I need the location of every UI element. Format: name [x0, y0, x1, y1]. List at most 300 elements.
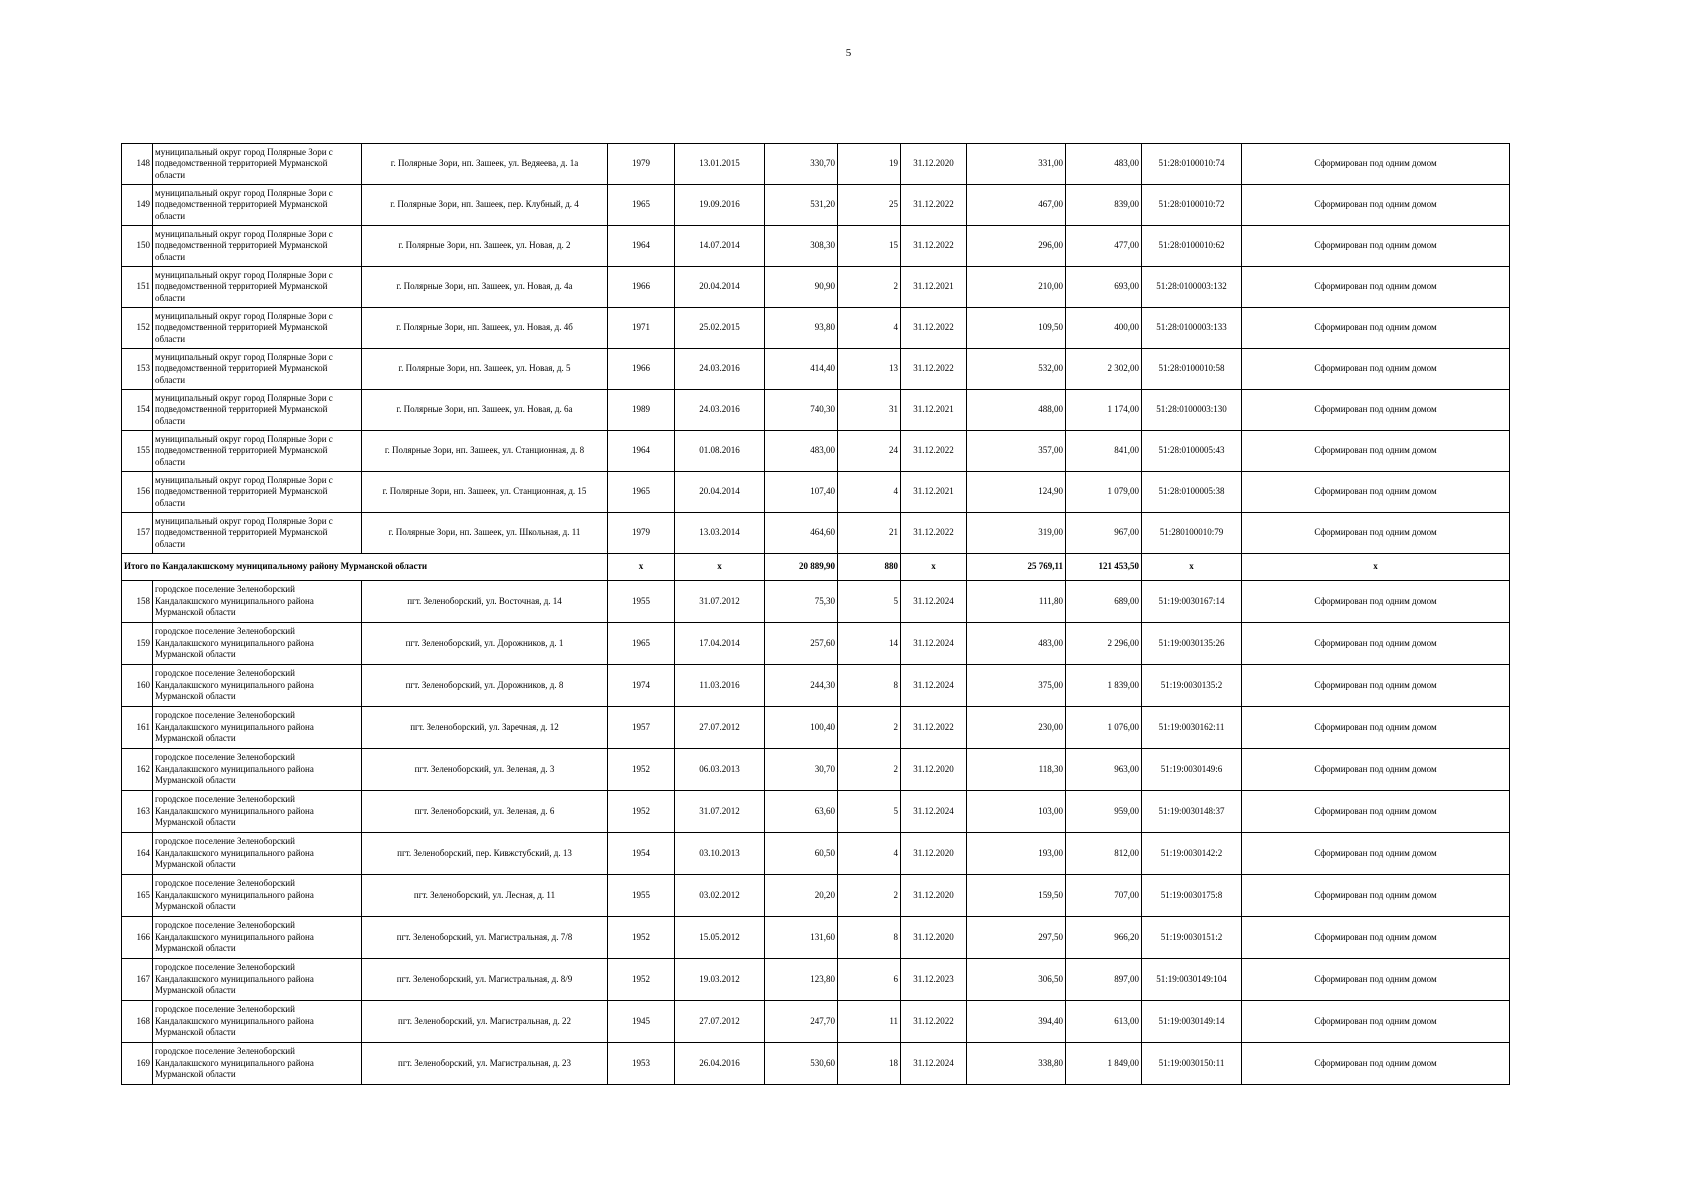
address-cell: г. Полярные Зори, нп. Зашеек, пер. Клубный, д. 4 — [362, 185, 608, 226]
area2-cell: 118,30 — [967, 749, 1066, 791]
cadastral-number-cell: 51:28:0100003:130 — [1142, 390, 1242, 431]
note-cell: Сформирован под одним домом — [1242, 1001, 1510, 1043]
cadastral-number-cell: 51:28:0100005:43 — [1142, 431, 1242, 472]
residents-cell: 8 — [838, 665, 901, 707]
municipality-cell: городское поселение Зеленоборский Кандалакшского муниципального района Мурманской области — [153, 1001, 362, 1043]
date-cell: 27.07.2012 — [675, 707, 765, 749]
address-cell: г. Полярные Зори, нп. Зашеек, ул. Новая, д. 6а — [362, 390, 608, 431]
deadline-cell: 31.12.2024 — [901, 581, 967, 623]
deadline-cell: 31.12.2020 — [901, 917, 967, 959]
residents-cell: 13 — [838, 349, 901, 390]
area2-cell: 109,50 — [967, 308, 1066, 349]
cadastral-number-cell: 51:28:0100010:74 — [1142, 144, 1242, 185]
address-cell: пгт. Зеленоборский, ул. Магистральная, д. 8/9 — [362, 959, 608, 1001]
year-cell: 1952 — [608, 917, 675, 959]
residents-cell: 24 — [838, 431, 901, 472]
date-cell: 13.01.2015 — [675, 144, 765, 185]
date-cell: 20.04.2014 — [675, 267, 765, 308]
year-cell: 1957 — [608, 707, 675, 749]
area-cell: 107,40 — [765, 472, 838, 513]
row-number: 150 — [122, 226, 153, 267]
housing-registry-table — [121, 143, 1510, 1085]
row-number: 148 — [122, 144, 153, 185]
subtotal-row — [122, 554, 1510, 581]
table-row — [122, 1001, 1510, 1043]
note-cell: Сформирован под одним домом — [1242, 390, 1510, 431]
row-number: 165 — [122, 875, 153, 917]
cadastral-number-cell: 51:19:0030142:2 — [1142, 833, 1242, 875]
deadline-cell: 31.12.2024 — [901, 665, 967, 707]
address-cell: пгт. Зеленоборский, ул. Дорожников, д. 8 — [362, 665, 608, 707]
row-number: 155 — [122, 431, 153, 472]
area-cell: 63,60 — [765, 791, 838, 833]
deadline-cell: 31.12.2020 — [901, 749, 967, 791]
year-cell: 1964 — [608, 226, 675, 267]
land-area-cell: 897,00 — [1066, 959, 1142, 1001]
address-cell: пгт. Зеленоборский, ул. Магистральная, д. 22 — [362, 1001, 608, 1043]
subtotal-land: 121 453,50 — [1066, 554, 1142, 581]
table-row — [122, 431, 1510, 472]
address-cell: г. Полярные Зори, нп. Зашеек, ул. Новая, д. 2 — [362, 226, 608, 267]
year-cell: 1952 — [608, 959, 675, 1001]
land-area-cell: 839,00 — [1066, 185, 1142, 226]
residents-cell: 2 — [838, 875, 901, 917]
municipality-cell: городское поселение Зеленоборский Кандалакшского муниципального района Мурманской области — [153, 875, 362, 917]
cadastral-number-cell: 51:28:0100010:62 — [1142, 226, 1242, 267]
land-area-cell: 963,00 — [1066, 749, 1142, 791]
cadastral-number-cell: 51:19:0030150:11 — [1142, 1043, 1242, 1085]
area-cell: 531,20 — [765, 185, 838, 226]
area-cell: 464,60 — [765, 513, 838, 554]
residents-cell: 15 — [838, 226, 901, 267]
land-area-cell: 967,00 — [1066, 513, 1142, 554]
deadline-cell: 31.12.2021 — [901, 472, 967, 513]
row-number: 163 — [122, 791, 153, 833]
date-cell: 19.09.2016 — [675, 185, 765, 226]
cadastral-number-cell: 51:19:0030167:14 — [1142, 581, 1242, 623]
land-area-cell: 400,00 — [1066, 308, 1142, 349]
address-cell: пгт. Зеленоборский, ул. Заречная, д. 12 — [362, 707, 608, 749]
date-cell: 17.04.2014 — [675, 623, 765, 665]
municipality-cell: городское поселение Зеленоборский Кандалакшского муниципального района Мурманской области — [153, 749, 362, 791]
address-cell: пгт. Зеленоборский, ул. Зеленая, д. 6 — [362, 791, 608, 833]
row-number: 159 — [122, 623, 153, 665]
residents-cell: 14 — [838, 623, 901, 665]
deadline-cell: 31.12.2024 — [901, 1043, 967, 1085]
land-area-cell: 1 079,00 — [1066, 472, 1142, 513]
note-cell: Сформирован под одним домом — [1242, 581, 1510, 623]
note-cell: Сформирован под одним домом — [1242, 623, 1510, 665]
address-cell: пгт. Зеленоборский, ул. Лесная, д. 11 — [362, 875, 608, 917]
note-cell: Сформирован под одним домом — [1242, 833, 1510, 875]
date-cell: 13.03.2014 — [675, 513, 765, 554]
municipality-cell: городское поселение Зеленоборский Кандалакшского муниципального района Мурманской области — [153, 959, 362, 1001]
cadastral-number-cell: 51:28:0100003:132 — [1142, 267, 1242, 308]
municipality-cell: муниципальный округ город Полярные Зори с подведомственной территорией Мурманской области — [153, 513, 362, 554]
area-cell: 308,30 — [765, 226, 838, 267]
table-row — [122, 791, 1510, 833]
note-cell: Сформирован под одним домом — [1242, 431, 1510, 472]
area-cell: 60,50 — [765, 833, 838, 875]
row-number: 167 — [122, 959, 153, 1001]
note-cell: Сформирован под одним домом — [1242, 267, 1510, 308]
note-cell: Сформирован под одним домом — [1242, 513, 1510, 554]
cadastral-number-cell: 51:19:0030135:26 — [1142, 623, 1242, 665]
address-cell: пгт. Зеленоборский, ул. Восточная, д. 14 — [362, 581, 608, 623]
subtotal-cadastral: x — [1142, 554, 1242, 581]
table-row — [122, 959, 1510, 1001]
land-area-cell: 841,00 — [1066, 431, 1142, 472]
land-area-cell: 483,00 — [1066, 144, 1142, 185]
table-row — [122, 308, 1510, 349]
area2-cell: 483,00 — [967, 623, 1066, 665]
area2-cell: 111,80 — [967, 581, 1066, 623]
table-row — [122, 665, 1510, 707]
residents-cell: 25 — [838, 185, 901, 226]
subtotal-year: x — [608, 554, 675, 581]
residents-cell: 2 — [838, 267, 901, 308]
table-row — [122, 390, 1510, 431]
year-cell: 1953 — [608, 1043, 675, 1085]
row-number: 162 — [122, 749, 153, 791]
date-cell: 06.03.2013 — [675, 749, 765, 791]
page-number: 5 — [845, 47, 852, 59]
row-number: 160 — [122, 665, 153, 707]
note-cell: Сформирован под одним домом — [1242, 917, 1510, 959]
municipality-cell: муниципальный округ город Полярные Зори с подведомственной территорией Мурманской области — [153, 349, 362, 390]
row-number: 156 — [122, 472, 153, 513]
land-area-cell: 693,00 — [1066, 267, 1142, 308]
area2-cell: 193,00 — [967, 833, 1066, 875]
table-body-group-1 — [122, 144, 1510, 554]
residents-cell: 5 — [838, 581, 901, 623]
municipality-cell: городское поселение Зеленоборский Кандалакшского муниципального района Мурманской области — [153, 1043, 362, 1085]
subtotal-date: x — [675, 554, 765, 581]
note-cell: Сформирован под одним домом — [1242, 791, 1510, 833]
date-cell: 31.07.2012 — [675, 791, 765, 833]
municipality-cell: муниципальный округ город Полярные Зори с подведомственной территорией Мурманской области — [153, 267, 362, 308]
area-cell: 93,80 — [765, 308, 838, 349]
deadline-cell: 31.12.2021 — [901, 267, 967, 308]
year-cell: 1954 — [608, 833, 675, 875]
year-cell: 1974 — [608, 665, 675, 707]
cadastral-number-cell: 51:28:0100010:58 — [1142, 349, 1242, 390]
row-number: 164 — [122, 833, 153, 875]
area2-cell: 296,00 — [967, 226, 1066, 267]
year-cell: 1955 — [608, 875, 675, 917]
date-cell: 11.03.2016 — [675, 665, 765, 707]
municipality-cell: муниципальный округ город Полярные Зори с подведомственной территорией Мурманской области — [153, 185, 362, 226]
land-area-cell: 2 296,00 — [1066, 623, 1142, 665]
year-cell: 1966 — [608, 267, 675, 308]
deadline-cell: 31.12.2022 — [901, 513, 967, 554]
subtotal-deadline: x — [901, 554, 967, 581]
date-cell: 24.03.2016 — [675, 390, 765, 431]
table-row — [122, 875, 1510, 917]
date-cell: 27.07.2012 — [675, 1001, 765, 1043]
area2-cell: 230,00 — [967, 707, 1066, 749]
address-cell: пгт. Зеленоборский, пер. Кивжстубский, д. 13 — [362, 833, 608, 875]
row-number: 158 — [122, 581, 153, 623]
row-number: 157 — [122, 513, 153, 554]
row-number: 154 — [122, 390, 153, 431]
address-cell: пгт. Зеленоборский, ул. Магистральная, д. 7/8 — [362, 917, 608, 959]
residents-cell: 2 — [838, 749, 901, 791]
address-cell: пгт. Зеленоборский, ул. Зеленая, д. 3 — [362, 749, 608, 791]
land-area-cell: 613,00 — [1066, 1001, 1142, 1043]
year-cell: 1952 — [608, 749, 675, 791]
area2-cell: 532,00 — [967, 349, 1066, 390]
subtotal-residents: 880 — [838, 554, 901, 581]
deadline-cell: 31.12.2022 — [901, 349, 967, 390]
subtotal-area2: 25 769,11 — [967, 554, 1066, 581]
table-body-subtotal — [122, 554, 1510, 581]
area2-cell: 394,40 — [967, 1001, 1066, 1043]
area2-cell: 467,00 — [967, 185, 1066, 226]
year-cell: 1945 — [608, 1001, 675, 1043]
deadline-cell: 31.12.2022 — [901, 431, 967, 472]
residents-cell: 19 — [838, 144, 901, 185]
residents-cell: 4 — [838, 833, 901, 875]
year-cell: 1965 — [608, 185, 675, 226]
table-row — [122, 185, 1510, 226]
table-row — [122, 472, 1510, 513]
residents-cell: 11 — [838, 1001, 901, 1043]
table-row — [122, 581, 1510, 623]
cadastral-number-cell: 51:280100010:79 — [1142, 513, 1242, 554]
subtotal-note: x — [1242, 554, 1510, 581]
deadline-cell: 31.12.2022 — [901, 308, 967, 349]
cadastral-number-cell: 51:28:0100003:133 — [1142, 308, 1242, 349]
address-cell: г. Полярные Зори, нп. Зашеек, ул. Новая, д. 4б — [362, 308, 608, 349]
area2-cell: 375,00 — [967, 665, 1066, 707]
year-cell: 1964 — [608, 431, 675, 472]
note-cell: Сформирован под одним домом — [1242, 875, 1510, 917]
municipality-cell: муниципальный округ город Полярные Зори с подведомственной территорией Мурманской области — [153, 472, 362, 513]
municipality-cell: городское поселение Зеленоборский Кандалакшского муниципального района Мурманской области — [153, 791, 362, 833]
deadline-cell: 31.12.2020 — [901, 144, 967, 185]
residents-cell: 6 — [838, 959, 901, 1001]
table-row — [122, 833, 1510, 875]
table-row — [122, 349, 1510, 390]
note-cell: Сформирован под одним домом — [1242, 349, 1510, 390]
municipality-cell: муниципальный округ город Полярные Зори с подведомственной территорией Мурманской области — [153, 144, 362, 185]
note-cell: Сформирован под одним домом — [1242, 1043, 1510, 1085]
area2-cell: 297,50 — [967, 917, 1066, 959]
date-cell: 31.07.2012 — [675, 581, 765, 623]
land-area-cell: 1 849,00 — [1066, 1043, 1142, 1085]
table-body-group-2 — [122, 581, 1510, 1085]
cadastral-number-cell: 51:19:0030151:2 — [1142, 917, 1242, 959]
row-number: 151 — [122, 267, 153, 308]
cadastral-number-cell: 51:19:0030175:8 — [1142, 875, 1242, 917]
municipality-cell: муниципальный округ город Полярные Зори с подведомственной территорией Мурманской области — [153, 390, 362, 431]
date-cell: 03.02.2012 — [675, 875, 765, 917]
land-area-cell: 689,00 — [1066, 581, 1142, 623]
area2-cell: 159,50 — [967, 875, 1066, 917]
note-cell: Сформирован под одним домом — [1242, 472, 1510, 513]
residents-cell: 18 — [838, 1043, 901, 1085]
table-row — [122, 513, 1510, 554]
cadastral-number-cell: 51:19:0030149:14 — [1142, 1001, 1242, 1043]
municipality-cell: городское поселение Зеленоборский Кандалакшского муниципального района Мурманской области — [153, 665, 362, 707]
table-row — [122, 226, 1510, 267]
deadline-cell: 31.12.2024 — [901, 623, 967, 665]
row-number: 169 — [122, 1043, 153, 1085]
area-cell: 257,60 — [765, 623, 838, 665]
land-area-cell: 707,00 — [1066, 875, 1142, 917]
cadastral-number-cell: 51:19:0030149:104 — [1142, 959, 1242, 1001]
cadastral-number-cell: 51:28:0100005:38 — [1142, 472, 1242, 513]
area-cell: 483,00 — [765, 431, 838, 472]
area-cell: 75,30 — [765, 581, 838, 623]
deadline-cell: 31.12.2021 — [901, 390, 967, 431]
area-cell: 20,20 — [765, 875, 838, 917]
land-area-cell: 1 839,00 — [1066, 665, 1142, 707]
year-cell: 1952 — [608, 791, 675, 833]
table-row — [122, 623, 1510, 665]
cadastral-number-cell: 51:19:0030149:6 — [1142, 749, 1242, 791]
deadline-cell: 31.12.2022 — [901, 185, 967, 226]
subtotal-area: 20 889,90 — [765, 554, 838, 581]
year-cell: 1979 — [608, 513, 675, 554]
cadastral-number-cell: 51:19:0030162:11 — [1142, 707, 1242, 749]
note-cell: Сформирован под одним домом — [1242, 959, 1510, 1001]
land-area-cell: 1 076,00 — [1066, 707, 1142, 749]
area2-cell: 103,00 — [967, 791, 1066, 833]
address-cell: г. Полярные Зори, нп. Зашеек, ул. Ведяеева, д. 1а — [362, 144, 608, 185]
date-cell: 19.03.2012 — [675, 959, 765, 1001]
row-number: 152 — [122, 308, 153, 349]
note-cell: Сформирован под одним домом — [1242, 185, 1510, 226]
area-cell: 530,60 — [765, 1043, 838, 1085]
table-row — [122, 917, 1510, 959]
table-row — [122, 267, 1510, 308]
note-cell: Сформирован под одним домом — [1242, 144, 1510, 185]
date-cell: 15.05.2012 — [675, 917, 765, 959]
year-cell: 1965 — [608, 472, 675, 513]
row-number: 166 — [122, 917, 153, 959]
area-cell: 131,60 — [765, 917, 838, 959]
land-area-cell: 959,00 — [1066, 791, 1142, 833]
year-cell: 1989 — [608, 390, 675, 431]
area-cell: 123,80 — [765, 959, 838, 1001]
date-cell: 01.08.2016 — [675, 431, 765, 472]
date-cell: 26.04.2016 — [675, 1043, 765, 1085]
area2-cell: 331,00 — [967, 144, 1066, 185]
note-cell: Сформирован под одним домом — [1242, 749, 1510, 791]
land-area-cell: 2 302,00 — [1066, 349, 1142, 390]
deadline-cell: 31.12.2020 — [901, 875, 967, 917]
area2-cell: 306,50 — [967, 959, 1066, 1001]
area-cell: 414,40 — [765, 349, 838, 390]
note-cell: Сформирован под одним домом — [1242, 665, 1510, 707]
area-cell: 30,70 — [765, 749, 838, 791]
residents-cell: 8 — [838, 917, 901, 959]
deadline-cell: 31.12.2022 — [901, 226, 967, 267]
municipality-cell: муниципальный округ город Полярные Зори с подведомственной территорией Мурманской области — [153, 308, 362, 349]
deadline-cell: 31.12.2020 — [901, 833, 967, 875]
area2-cell: 488,00 — [967, 390, 1066, 431]
cadastral-number-cell: 51:19:0030148:37 — [1142, 791, 1242, 833]
address-cell: г. Полярные Зори, нп. Зашеек, ул. Новая, д. 5 — [362, 349, 608, 390]
municipality-cell: городское поселение Зеленоборский Кандалакшского муниципального района Мурманской области — [153, 623, 362, 665]
land-area-cell: 812,00 — [1066, 833, 1142, 875]
row-number: 161 — [122, 707, 153, 749]
municipality-cell: городское поселение Зеленоборский Кандалакшского муниципального района Мурманской области — [153, 917, 362, 959]
area-cell: 244,30 — [765, 665, 838, 707]
area-cell: 100,40 — [765, 707, 838, 749]
area-cell: 247,70 — [765, 1001, 838, 1043]
address-cell: г. Полярные Зори, нп. Зашеек, ул. Станционная, д. 15 — [362, 472, 608, 513]
deadline-cell: 31.12.2023 — [901, 959, 967, 1001]
area2-cell: 210,00 — [967, 267, 1066, 308]
municipality-cell: городское поселение Зеленоборский Кандалакшского муниципального района Мурманской области — [153, 581, 362, 623]
land-area-cell: 1 174,00 — [1066, 390, 1142, 431]
table-row — [122, 1043, 1510, 1085]
area2-cell: 124,90 — [967, 472, 1066, 513]
residents-cell: 4 — [838, 308, 901, 349]
address-cell: г. Полярные Зори, нп. Зашеек, ул. Школьная, д. 11 — [362, 513, 608, 554]
year-cell: 1955 — [608, 581, 675, 623]
residents-cell: 31 — [838, 390, 901, 431]
municipality-cell: муниципальный округ город Полярные Зори с подведомственной территорией Мурманской области — [153, 226, 362, 267]
date-cell: 20.04.2014 — [675, 472, 765, 513]
area-cell: 90,90 — [765, 267, 838, 308]
municipality-cell: муниципальный округ город Полярные Зори с подведомственной территорией Мурманской области — [153, 431, 362, 472]
year-cell: 1971 — [608, 308, 675, 349]
table-row — [122, 144, 1510, 185]
residents-cell: 4 — [838, 472, 901, 513]
year-cell: 1979 — [608, 144, 675, 185]
subtotal-label: Итого по Кандалакшскому муниципальному району Мурманской области — [122, 554, 608, 581]
land-area-cell: 966,20 — [1066, 917, 1142, 959]
note-cell: Сформирован под одним домом — [1242, 308, 1510, 349]
residents-cell: 2 — [838, 707, 901, 749]
note-cell: Сформирован под одним домом — [1242, 707, 1510, 749]
date-cell: 25.02.2015 — [675, 308, 765, 349]
row-number: 149 — [122, 185, 153, 226]
cadastral-number-cell: 51:28:0100010:72 — [1142, 185, 1242, 226]
cadastral-number-cell: 51:19:0030135:2 — [1142, 665, 1242, 707]
deadline-cell: 31.12.2022 — [901, 707, 967, 749]
address-cell: пгт. Зеленоборский, ул. Дорожников, д. 1 — [362, 623, 608, 665]
date-cell: 14.07.2014 — [675, 226, 765, 267]
table-row — [122, 707, 1510, 749]
area-cell: 740,30 — [765, 390, 838, 431]
area2-cell: 357,00 — [967, 431, 1066, 472]
date-cell: 03.10.2013 — [675, 833, 765, 875]
land-area-cell: 477,00 — [1066, 226, 1142, 267]
area-cell: 330,70 — [765, 144, 838, 185]
table-row — [122, 749, 1510, 791]
date-cell: 24.03.2016 — [675, 349, 765, 390]
municipality-cell: городское поселение Зеленоборский Кандалакшского муниципального района Мурманской области — [153, 833, 362, 875]
address-cell: пгт. Зеленоборский, ул. Магистральная, д. 23 — [362, 1043, 608, 1085]
address-cell: г. Полярные Зори, нп. Зашеек, ул. Станционная, д. 8 — [362, 431, 608, 472]
residents-cell: 5 — [838, 791, 901, 833]
year-cell: 1966 — [608, 349, 675, 390]
area2-cell: 338,80 — [967, 1043, 1066, 1085]
deadline-cell: 31.12.2024 — [901, 791, 967, 833]
row-number: 153 — [122, 349, 153, 390]
note-cell: Сформирован под одним домом — [1242, 226, 1510, 267]
area2-cell: 319,00 — [967, 513, 1066, 554]
deadline-cell: 31.12.2022 — [901, 1001, 967, 1043]
row-number: 168 — [122, 1001, 153, 1043]
residents-cell: 21 — [838, 513, 901, 554]
address-cell: г. Полярные Зори, нп. Зашеек, ул. Новая, д. 4а — [362, 267, 608, 308]
